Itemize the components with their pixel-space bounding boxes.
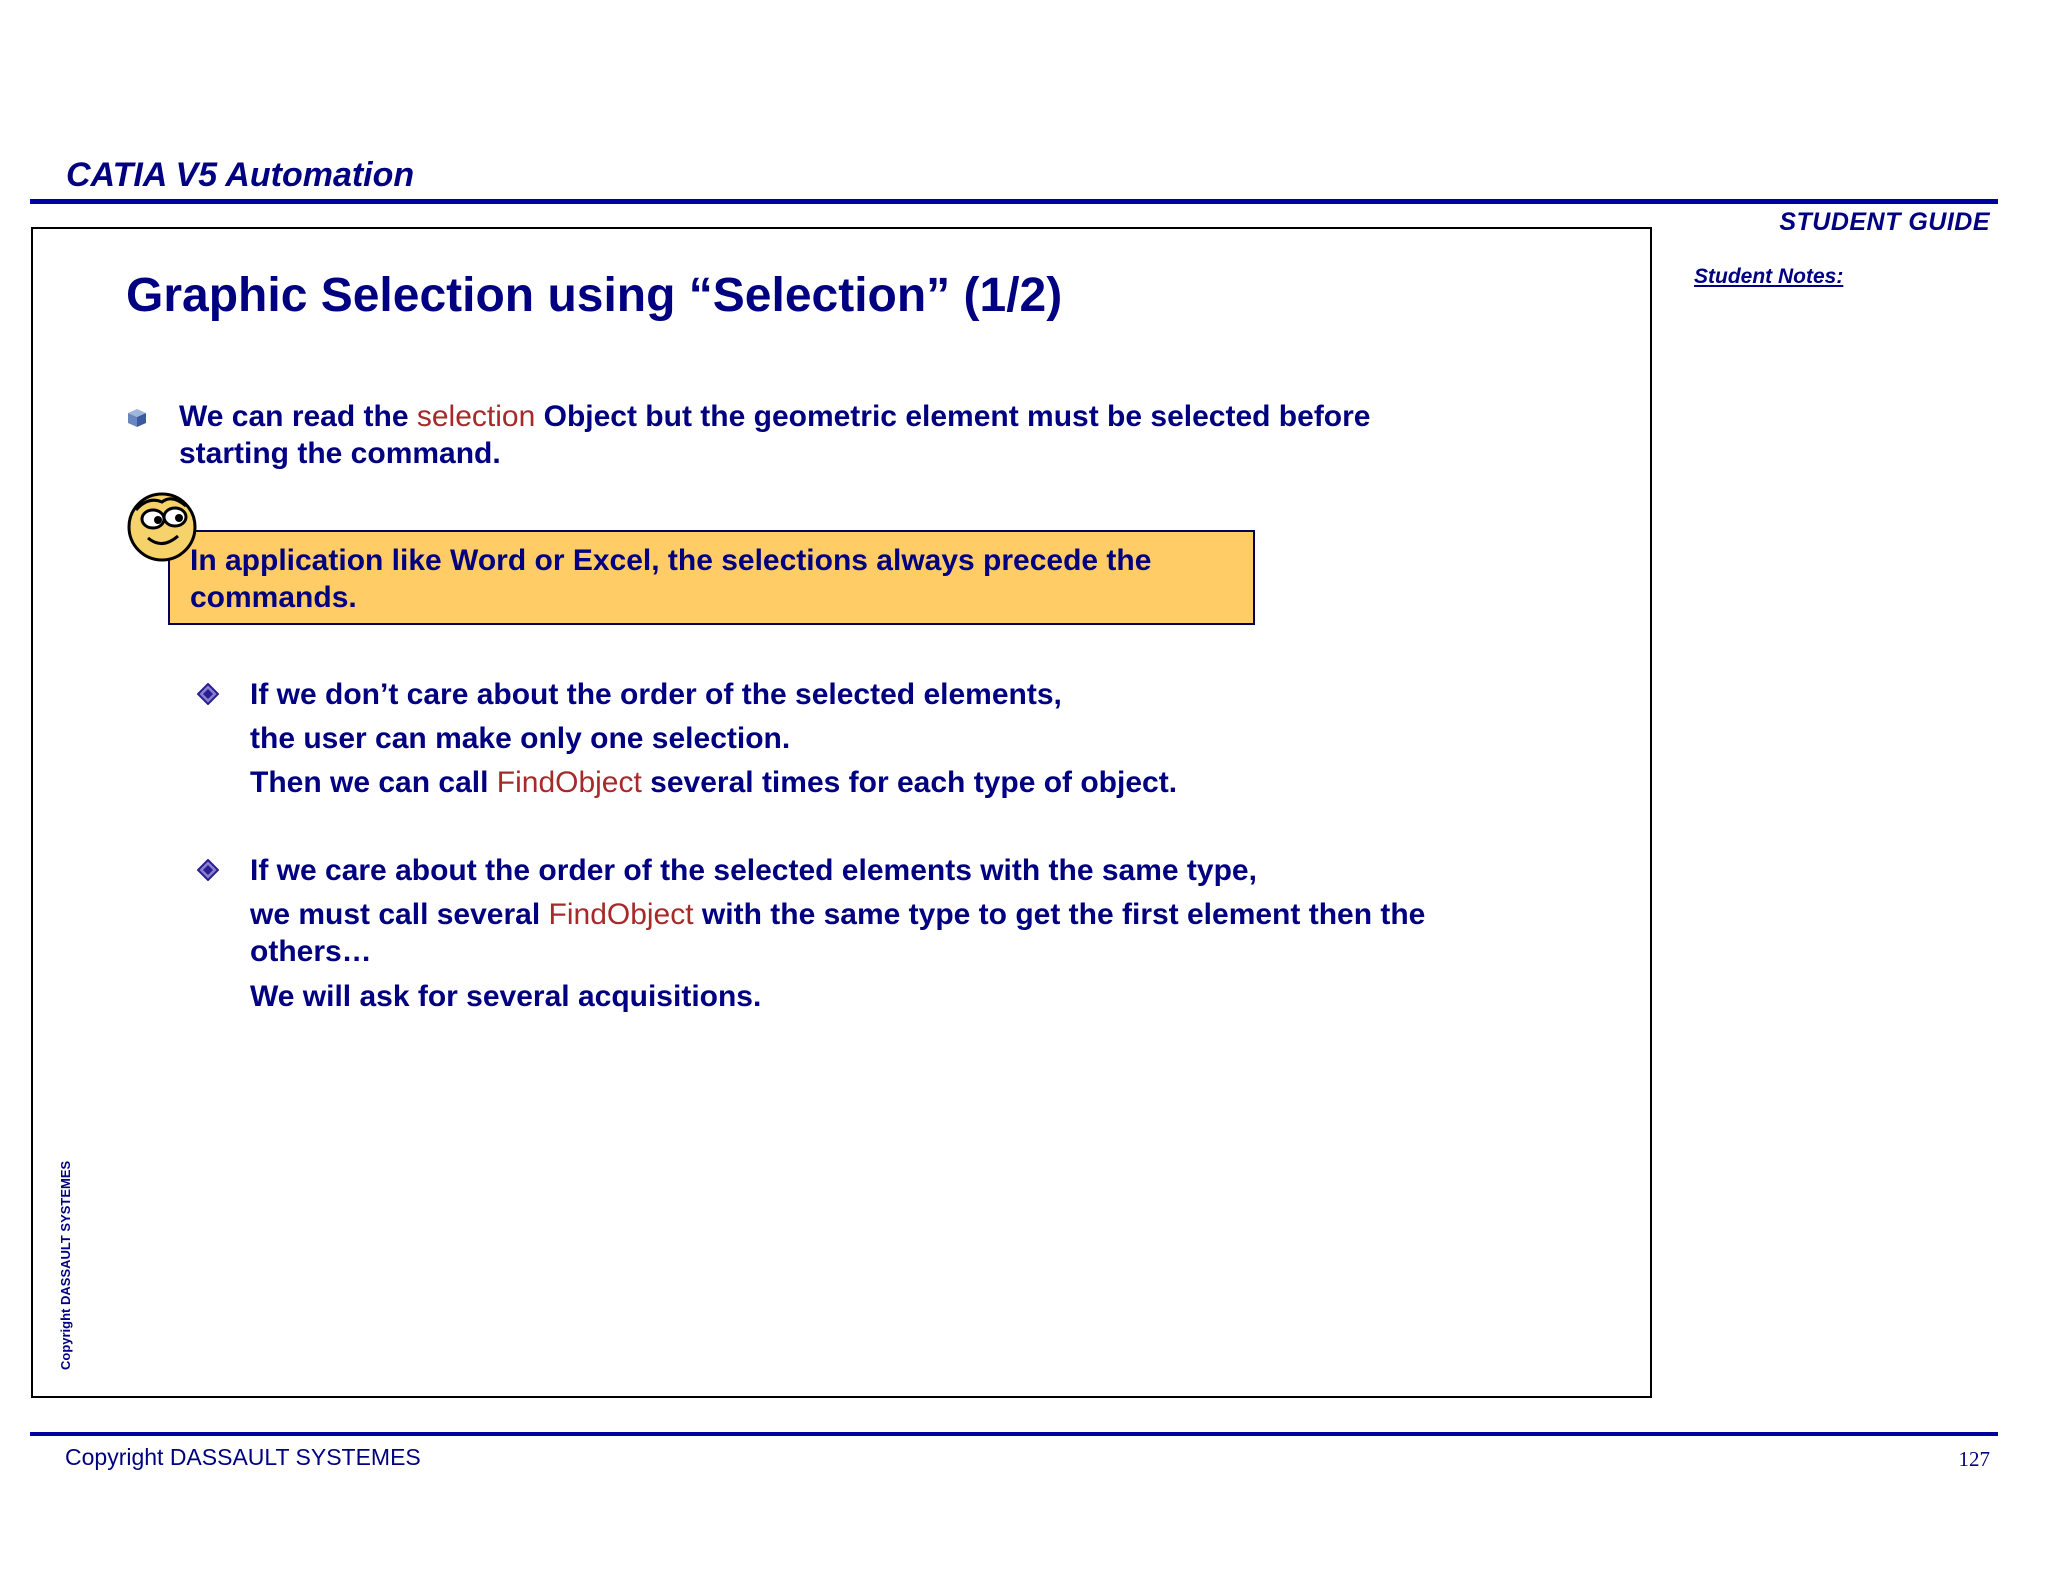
intro-text-after: Object but the geometric element must be selected before starting the command. — [179, 400, 1371, 470]
diamond-bullet-icon — [197, 859, 219, 881]
student-notes-label: Student Notes: — [1694, 265, 1844, 288]
diamond-bullet-icon — [197, 683, 219, 705]
point-2-heading: If we care about the order of the selected elements with the same type, — [250, 854, 1257, 887]
note-callout-text: In application like Word or Excel, the selections always precede the commands. — [190, 544, 1152, 614]
point-1-line-3-after: several times for each type of object. — [641, 766, 1178, 799]
header-rule — [30, 199, 1998, 204]
point-1-line-3 — [250, 764, 1177, 801]
point-2-findobject-highlight: FindObject — [548, 898, 694, 931]
cube-bullet-icon — [127, 408, 147, 428]
note-callout-box — [168, 530, 1255, 625]
footer-copyright: Copyright DASSAULT SYSTEMES — [65, 1444, 421, 1470]
page-number: 127 — [1958, 1447, 1990, 1471]
point-2-line-2 — [250, 896, 1510, 970]
footer-rule — [30, 1432, 1998, 1436]
point-1-line-2: the user can make only one selection. — [250, 722, 791, 755]
document-header-title: CATIA V5 Automation — [66, 156, 415, 194]
point-1-line-3-before: Then we can call — [250, 766, 497, 799]
intro-text-before: We can read the — [179, 400, 417, 433]
point-2-line-2-after: with the same type to get the first element then the others… — [250, 898, 1426, 968]
vertical-copyright: Copyright DASSAULT SYSTEMES — [58, 1160, 73, 1370]
point-2-line-3: We will ask for several acquisitions. — [250, 980, 762, 1013]
intro-paragraph — [179, 398, 1479, 472]
intro-highlight: selection — [416, 400, 536, 433]
point-1-heading: If we don’t care about the order of the selected elements, — [250, 678, 1062, 711]
point-2-line-2-before: we must call several — [250, 898, 549, 931]
point-1-findobject-highlight: FindObject — [496, 766, 642, 799]
smiley-face-icon — [122, 490, 204, 562]
slide-title: Graphic Selection using “Selection” (1/2) — [126, 269, 1063, 322]
student-guide-label: STUDENT GUIDE — [1779, 208, 1990, 236]
